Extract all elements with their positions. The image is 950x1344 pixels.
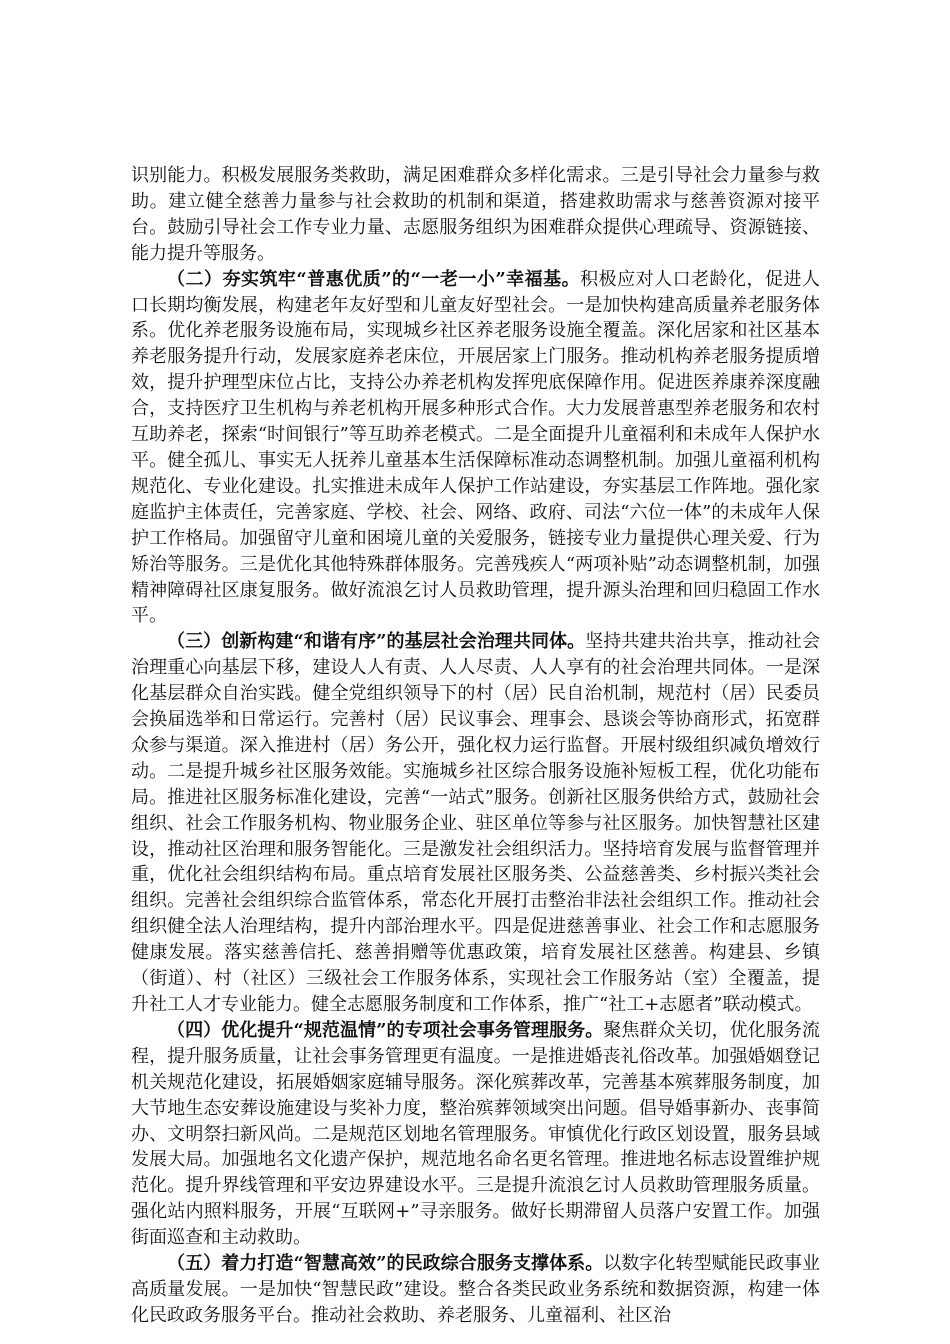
paragraph-4-heading: （四）优化提升“规范温情”的专项社会事务管理服务。	[167, 1019, 604, 1041]
paragraph-4-text: 聚焦群众关切，优化服务流程，提升服务质量，让社会事务管理更有温度。一是推进婚丧礼俗改革。加强婚姻登记机关规范化建设，拓展婚姻家庭辅导服务。深化殡葬改革，完善基本殡葬服务制度，加大节地生态安葬设施建设与奖补力度，整治殡葬领域突出问题。倡导婚事新办、丧事简办、文明祭扫新风尚。二是规范区划地名管理服务。审慎优化行政区划设置，服务县域发展大局。加强地名文化遗产保护，规范地名命名更名管理。推进地名标志设置维护规范化。提升界线管理和平安边界建设水平。三是提升流浪乞讨人员救助管理服务质量。强化站内照料服务，开展“互联网+”寻亲服务。做好长期滞留人员落户安置工作。加强街面巡查和主动救助。	[131, 1019, 820, 1249]
paragraph-5-heading: （五）着力打造“智慧高效”的民政综合服务支撑体系。	[167, 1253, 604, 1275]
paragraph-2-text: 积极应对人口老龄化，促进人口长期均衡发展，构建老年友好型和儿童友好型社会。一是加快构建高质量养老服务体系。优化养老服务设施布局，实现城乡社区养老服务设施全覆盖。深化居家和社区基本养老服务提升行动，发展家庭养老床位，开展居家上门服务。推动机构养老服务提质增效，提升护理型床位占比，支持公办养老机构发挥兜底保障作用。促进医养康养深度融合，支持医疗卫生机构与养老机构开展多种形式合作。大力发展普惠型养老服务和农村互助养老，探索“时间银行”等互助养老模式。二是全面提升儿童福利和未成年人保护水平。健全孤儿、事实无人抚养儿童基本生活保障标准动态调整机制。加强儿童福利机构规范化、专业化建设。扎实推进未成年人保护工作站建设，夯实基层工作阵地。强化家庭监护主体责任，完善家庭、学校、社会、网络、政府、司法“六位一体”的未成年人保护工作格局。加强留守儿童和困境儿童的关爱服务，链接专业力量提供心理关爱、行为矫治等服务。三是优化其他特殊群体服务。完善残疾人“两项补贴”动态调整机制，加强精神障碍社区康复服务。做好流浪乞讨人员救助管理，提升源头治理和回归稳固工作水平。	[131, 268, 820, 627]
document-page	[131, 163, 820, 1329]
paragraph-2	[131, 267, 820, 630]
paragraph-3-heading: （三）创新构建“和谐有序”的基层社会治理共同体。	[167, 631, 586, 653]
paragraph-1-text: 识别能力。积极发展服务类救助，满足困难群众多样化需求。三是引导社会力量参与救助。建立健全慈善力量参与社会救助的机制和渠道，搭建救助需求与慈善资源对接平台。鼓励引导社会工作专业力量、志愿服务组织为困难群众提供心理疏导、资源链接、能力提升等服务。	[131, 165, 820, 264]
paragraph-3-text: 坚持共建共治共享，推动社会治理重心向基层下移，建设人人有责、人人尽责、人人享有的社会治理共同体。一是深化基层群众自治实践。健全党组织领导下的村（居）民自治机制，规范村（居）民委员会换届选举和日常运行。完善村（居）民议事会、理事会、恳谈会等协商形式，拓宽群众参与渠道。深入推进村（居）务公开，强化权力运行监督。开展村级组织减负增效行动。二是提升城乡社区服务效能。实施城乡社区综合服务设施补短板工程，优化功能布局。推进社区服务标准化建设，完善“一站式”服务。创新社区服务供给方式，鼓励社会组织、社会工作服务机构、物业服务企业、驻区单位等参与社区服务。加快智慧社区建设，推动社区治理和服务智能化。三是激发社会组织活力。坚持培育发展与监督管理并重，优化社会组织结构布局。重点培育发展社区服务类、公益慈善类、乡村振兴类社会组织。完善社会组织综合监管体系，常态化开展打击整治非法社会组织工作。推动社会组织健全法人治理结构，提升内部治理水平。四是促进慈善事业、社会工作和志愿服务健康发展。落实慈善信托、慈善捐赠等优惠政策，培育发展社区慈善。构建县、乡镇（街道）、村（社区）三级社会工作服务体系，实现社会工作服务站（室）全覆盖，提升社工人才专业能力。健全志愿服务制度和工作体系，推广“社工+志愿者”联动模式。	[131, 631, 820, 1015]
paragraph-5-text: 以数字化转型赋能民政事业高质量发展。一是加快“智慧民政”建设。整合各类民政业务系统和数据资源，构建一体化民政政务服务平台。推动社会救助、养老服务、儿童福利、社区治	[131, 1253, 820, 1326]
paragraph-5	[131, 1251, 820, 1329]
paragraph-2-heading: （二）夯实筑牢“普惠优质”的“一老一小”幸福基。	[167, 268, 581, 290]
paragraph-3	[131, 629, 820, 1018]
paragraph-1	[131, 163, 820, 267]
paragraph-4	[131, 1018, 820, 1251]
